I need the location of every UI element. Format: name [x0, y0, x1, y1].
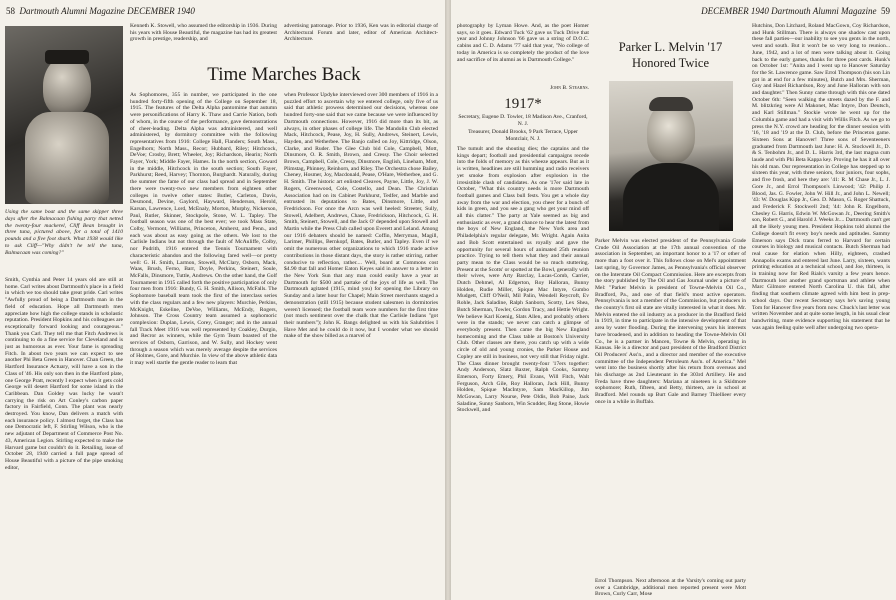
left-running-title: Dartmouth Alumni Magazine DECEMBER 1940 — [19, 6, 195, 16]
article-title-time-marches-back: Time Marches Back — [207, 64, 361, 85]
right-running-head — [701, 6, 890, 16]
left-page-number: 58 — [6, 6, 15, 16]
right-col1-top-text: photography by Lyman Howe. And, as the poet Homer says, so it goes. Edward Tuck '62 gave us Tuck Drive that year and Johnny Johnson '66 gave us a string of D.O.C. cabins and C. D. Adams '77 said that year, "No college of today in America is so completely the product of the love and sacrifice of its alumni as is Dartmouth College." — [457, 23, 589, 63]
right-col2-bottom: Errol Thompson. Next afternoon at the Varsity's coming out party over a Cambridge, additional men reported present were Mott Brown, Curly Carr, Mose — [595, 578, 746, 598]
portrait-photo-parker-melvin — [609, 81, 733, 231]
photo-figure-head — [43, 56, 91, 116]
right-page-number: 59 — [881, 6, 890, 16]
right-running-title: DECEMBER 1940 Dartmouth Alumni Magazine — [701, 6, 877, 16]
article-title-parker-melvin: Parker L. Melvin '17 — [618, 40, 723, 54]
left-col3-body: when Professor Updyke interviewed over 300 members of 1916 in a puzzled effort to ascertain why we entered college, only five of us said that athletic prowess determined our decisions, whereas one hundred forty-one said that we came because we were influenced by Dartmouth connections. However, 1916 did more than its bit, as always, in other phases of college life. The Mandolin Club elected Mack, Hitchcock, Pease, Joy, H. Sully, Andrews, Steinert, Lewis, Hayden, and Wetherbee. The Banjo called on Joy, Kittridge, Olson, Clarke, and Ruder. The Glee Club bid Cole, Campbell, Mott, Dinsmore, O. R. Smith, Brown, and Cressy. The Choir selected Brown, Campbell, Cole, Cressy, Dinsmore, English, Lineham, Mott, Plimstag, Phinney, Reinhorn, and Riley. The Orchestra chose Bailey, Cheney, Hosmer, Joy, Macdonald, Pease, O'Hare, Wetherbee, and G. H. Smith. The historic art enlisted Cleaves, Payne, Little, Joy, J. W. Rogers, Greenwood, Cole, Costello, and Dean. The Christian Association had on its Cabinet Parkhurst, Tedfer, and Marble and entrusted its deputations to Bates, Dinsmore, Little, and Fredrickson. For once the Arcn was well heeled: Streeter, Sully, Stowell, Adelbert, Andrews, Chase, Fredrickson, Hitchcock, G. H. Smith, Steinert, Stowell, and the Jack O' depended upon Stowell and Martin while the Press Club called upon Everett and Leland. Among our 1916 debaters should be named: Coffin, Merryman, Magill, Larimer, Phillips, Bernkopf, Bates, Butler, and Tapley. Even if we omit the numerous other organizations to which 1916 made active contributions in those distant days, the story is rather stirring, rather conducive to reflection, rather.... Well, board at Commons cost $4.90 that fall and Homer Eaton Keyes said in answer to a letter in the New York Sun that any man could easily have a year at Dartmouth for $500 and partake of the joys of life as well. The Dartmouth agitated (1915, mind you) for opening the Library on Sunday and a later hour for Chapel; Main Street merchants staged a demonstration (still 1915) because student salesmen in dormitories weren't licensed; the football team wore numbers for the first time (not much sentiment over the chalk that the Carlisle Indians "got their numbers"); John K. Bangs delighted us with his Salubrities I Have Met and he could do it now, but I wonder what we should make of the show billed as a marvel of — [284, 92, 438, 340]
right-col3-body: Hutchins, Don Litchard, Roland MacGown, Coy Richardson, and Hunk Stillman. There is always one shadow cast upon these fall parties—our inability to see you gents in the north, west and south. But it won't be so very long to reunion... June, 1942, and a lot of men were talking about it. Going back to the early games, thanks for three post cards. Hunk's on October 1st: "Anita and I went up to Hanover Saturday for the St. Lawrence game. Saw Errol Thompson (his son Lin got in at end for a few minutes), Butch and Mrs. Sherman, Guy and Hazel Richardson, Roy and June Halloran with son and daughter." Then Sunny came through with this one dated October 6th: "Seen walking the streets dazed by the F. and M. blitzkrieg were Al Makonet, Mac Intyre, Don Deutsch, and Karl Stillman." Stockie wrote he went up for the Columbia game and had a visit with Willis Fitch. As we go to press the N.Y. crowd are heading for the dinner session with '16, '18 and '19 at the D. Club, before the Princeton game. Sixteen Sons at Hanover! Three sons of Seventeeners graduated from Dartmouth last June: H. A. Stockwell Jr., D. & S. Tenbohm Jr., and D. L. Harris 3rd, the last magna cum laude and with Phi Beta Kappa key. Proving he has it all over his old man. Our representation in College has stepped up to sixteen this year, with three seniors, four juniors, four sophs, and five frosh, and here they are: '41: R. M Chase Jr., L. J. Gore Jr., and Errol Thompson's Linwood; '42: Philip J. Blood, Jas. G. Fowler, John W. Hill Jr., and John L. Newell; '43: W. Douglas Kipp Jr., Geo. D. Mason, G. Roger Shattuck, and Frederick F. Stockwell 2nd; '44: John R. Engelbom, Chesley G. Harris, Edwin W. McGowan Jr., Deering Smith's son, Robert G., and Harold J. Weeks Jr.... Dartmouth can't get all the likely young men. President Hopkins told alumni the College doesn't fit every boy's needs and aptitudes. Sammy Emerson says Dick trans ferred to Harvard for certain courses in biology and musical contacts. Butch Sherman had real cause for elation when Hilly, eighteen, crashed Annapolis exams and entered last June. Larry, sixteen, wants printing education at a technical school, and Joe, thirteen, is in training now for Red Rials's varsity a few years hence. Dartmouth lost another grand sportsman and athlete when Marc Gilmore entered North Carolina U. this fall, after finding that southern climate agreed with him best in prep-school days. Our recent Secretary says he's saving young Tom for Hanover five years from now. Chuck's last letter was written November and at quite some length, in his usual clear handwriting, mute evidence supporting his statement that he was again feeling quite well after undergoing two opera- — [752, 23, 890, 331]
right-col1-body: The tumult and the shouting dies; the captains and the kings depart; football and presidential campaigns recede into the folds of memory as this wheeze appears. But as it is written, headlines are still humming and radio receivers yet smoke from explosion after explosion in the irresistible clash of candidates. As one '17er said late in October, "What this country needs is more Dartmouth football games and Class bull fests. You get a whole day away from the war and election, you cheer for a bunch of kids in green, and you see a gang who get your mind off all this clatter." The party at Yale seemed as big and enthusiastic as ever, a grand chance to hear the latest from the boys of New England, the New York area and Philadelphia's regular delegate, Mr. Wright. Again Anita and Bob Scott entertained us royally and gave the opportunity for several hours of animated 25th reunion practice. Trying to tell them what they and their annual party mean to the Class would be so much stuttering. Present at the Scotts' or spotted at the Bowl, generally with their wives, were Arty Barclay, Lucas-Comb, Carrier, Dutch Dehmel, Al Edgerton, Roy Halloran, Bunny Holden, Rudie Miller, Spique Mac Intyre, Gumbo Mudgett, Cliff O'Neill, Mil Palin, Wendell Reycroft, Ev Rohle, Jack Saladine, Ralph Sanborn, Scotty, Lex Shea, Butch Sherman, Towler, Gordon Tracy, and Hettie Wright. We believe Karl Koenig, Slats Allen, and probably others were in the stands; we never can catch a glimpse of everybody present. Then came the big New England homecoming and the Class table at Boston's University Club. Other classes are there, you catch up with a wide circle of old and young cronies, the Parker House and Copley are still in business, not very still that Friday night. The Class dinner brought twenty-four '17ers together: Andy Anderson, Slatz Baxter, Ralph Cooks, Sammy Emerson, Forty Emery, Phil Evans, Will Fitch, Walt Ferguson, Arch Gile, Roy Halloran, Jack Hill, Bunny Holden, Spique MacIntyre, Sam MacKillop, Jim McGowan, Larry Nourse, Pete Oldis, Bob Paine, Jack Saladine, Sunny Sanborn, Win Scudder, Reg Stone, Howie Stockwell, and — [457, 146, 589, 414]
left-col2-top-text: Kenneth K. Stowell, who assumed the editorship in 1936. During his years with House Beautiful, the magazine has had its greatest growth in prestige, readership, and — [130, 23, 277, 43]
left-col3-top-text: advertising patronage. Prior to 1936, Ken was in editorial charge of Architectural Forum and later, editor of American Architect-Architecture. — [284, 23, 438, 43]
left-col2-body: As Sophomores, 355 in number, we participated in the one hundred forty-fifth opening of the College on September 18, 1915. The features of the Delta Alpha pantomime that autumn were personifications of Harry K. Thaw and Carrie Nation, both of whom, in the course of the performance, gave demonstrations of cheer-leading. Delta Alpha was administered, and well administered, by dormitory committee with the following representatives from 1916: College Hall, Flanders; South Mass., Engelhorn; North Mass., Recor; Hubbard, Riley; Hitchcock, DeVoe; Crosby, Brett; Wheeler, Joy; Richardson, Hearin; North Fayer, York; Middle Fayer, Hames. In the north section, Goward in the middle, Hitchcock in the south section; South Fayer, Parkhurst; Reed, Harvey; Thornton, Burghardt. Naturally, during the summer the fame of our class had spread and in September there were twenty-two new members from eighteen other colleges in twelve other states: Butler, Carleton, Davis, Desmond, Devine, Gaylord, Hayward, Henderson, Herold, Karsan, Lawrence, Lord, McEnaly, Morton, Murphy, Nickerson, Paul, Rutler, Skinner, Stockpole, Stone, W. L. Tapley. The football season was one of the best ever; we took Mass State, Colby, Vermont, Williams, Princeton, Amherst, and Penn., and each was about as easy going as the others. We lost to the Carlisle Indians but not through the fault of McAuliffe, Colby, nor Pudrith, 1916 entered the Tennis Tournament with characteristic abandon and the following fared well—or pretty well: G. H. Smith, Larmon, Stowell, McClary, Osborn, Mack, Waas, Brush, Ferno, Barr, Doyle, Perkins, Steinert, Soule, McFalls, Dinsmore, Tuttle, Andrews. On the other hand, the Golf Tournament in 1915 called forth the positive participation of only four men from 1916: Bundy, G. H. Smith, Allison, McFalls. The Sophomore baseball team took the first of the interclass series with the class regulars and a few new players: Murchie, Perkins, McKnight, Eskeline, DeVoe, Williams, McEndy, Rogers, Johnson. The Cross Country team assumed a sophomoric complexion: Duplan, Lewis, Corey, Granger; and in the annual fall Track Meet 1916 was well represented by Coakley, Durgin, and Recror as winners, while the Gym Team boasted of the services of Osborn, Garrison, and W. Sully, and Hockey went through a season which was merely average despite the services of Holmes, Gore, and Murchie. In view of the above athletic data it may well startle the gentle reader to learn that — [130, 92, 277, 367]
right-col2-body: Parker Melvin was elected president of the Pennsylvania Grade Crude Oil Association at the 17th annual convention of the association in September, an important honor to a '17 or other of more than a foot over it. This follows close on Mel's appointment last spring, by Governor James, as Pennsylvania's official observer on the Interstate Oil Compact Commission. Here are excerpts from the story published by The Oil and Gas Journal under a picture of Mel: "Parker Melvin is president of Towne-Melvin Oil Co., Bradford, Pa., and one of that field's most active operators. Pennsylvania is not a member of the Commission, but producers in the country's first oil state are vitally interested in what it does. Mr. Melvin entered the oil industry as a producer in the Bradford field in 1919, in time to participate in the intensive development of that area by water flooding. During the intervening years his interests have broadened, and in addition to heading the Towne-Melvin Oil Co., he is a partner in Mancen, Towne & Melvin, operating in Kansas. He is a director and past president of the Bradford District Oil Producers' Ass'n., and a director and member of the executive committee of the Independent Petroleum Ass'n. of America." Mel went into the business shortly after his return from overseas and his discharge as 2nd Lieutenant in the 303rd Artillery. He and Freda have three daughters: Mariana at nineteen is a Skidmore sophomore; Ruth, fifteen, and Betty, thirteen, are in school at Bradford. Mel rounds up Burt Gale and Barney Thiellieer every once in a while in Buffalo. — [595, 238, 746, 405]
portrait-hair — [649, 97, 693, 111]
class-year-heading: 1917* — [504, 96, 542, 112]
photo-figure-body — [25, 112, 109, 204]
class-secretary: Secretary, Eugene D. Towler, 18 Madison Ave., Cranford, N. J. — [458, 114, 588, 127]
photo-figure-cap — [45, 50, 89, 64]
portrait-suit — [623, 163, 719, 231]
right-page — [451, 0, 896, 600]
left-col1-text: Smith, Cynthia and Peter 14 years old are still at home. Carl writes about Dartmouth's place in a field in which we too should take great pride. Carl writes "Awfully proud of being a Dartmouth man in the field of education. Hope all Dartmouth men appreciate how high the college stands in scholastic reputation. President Hopkins and his colleagues are exceptionally forward looking and courageous." Thank you Carl. They tell me that Fitch Andrews is continuing to do a fine service for Cleveland and is just as humorous as ever. Your fame is spreading Fitch. In about two years we can expect to see another Phi Beta Green in Hanover. Chan Green, the Hartford Insurance Actuary, will have a son in the Class of '46. His only son then in the Hartford plate, one George Pratt, recently I expect when it gets cold George will desert Hartford for some island in the Caribbean. Dan Goldey was lucky he wasn't carrying the risk on Art Conley's carbon paper factory in Fairfield, Conn. The plant was nearly destroyed. You know, Dan delivers a match with each insurance policy. I almost forget, the Class has one Democratic left, F. Stirling Wilson, who is the new adjutant of Department of Commerce Post No. 43, American Legion. Stirling expected to make the Harvard game but couldn't do it. Retailing, issue of October 28, 1940 carried a full page spread of House Beautiful with a picture of the pipe smoking editor, — [5, 277, 123, 471]
left-page — [0, 0, 445, 600]
author-signature: John B. Stearns. — [550, 85, 589, 91]
photo-caption: Using the same boat and the same skipper three days after the Balmacaan fishing party that netted the twenty-four mackerel, Cliff Bean brought in three tuna, pictured above, for a total of 1410 pounds and a five foot shark. What 1938 would like to ask Cliff—"Why didn't he tell the tuna, Balmacaan was coming?" — [5, 209, 123, 256]
class-treasurer: Treasurer, Donald Brooks, 9 Park Terrace, Upper Montclair, N. J. — [468, 129, 578, 142]
man-with-fish-photo — [5, 26, 123, 204]
left-running-head — [6, 6, 195, 16]
article-subtitle-honored-twice: Honored Twice — [632, 56, 709, 70]
